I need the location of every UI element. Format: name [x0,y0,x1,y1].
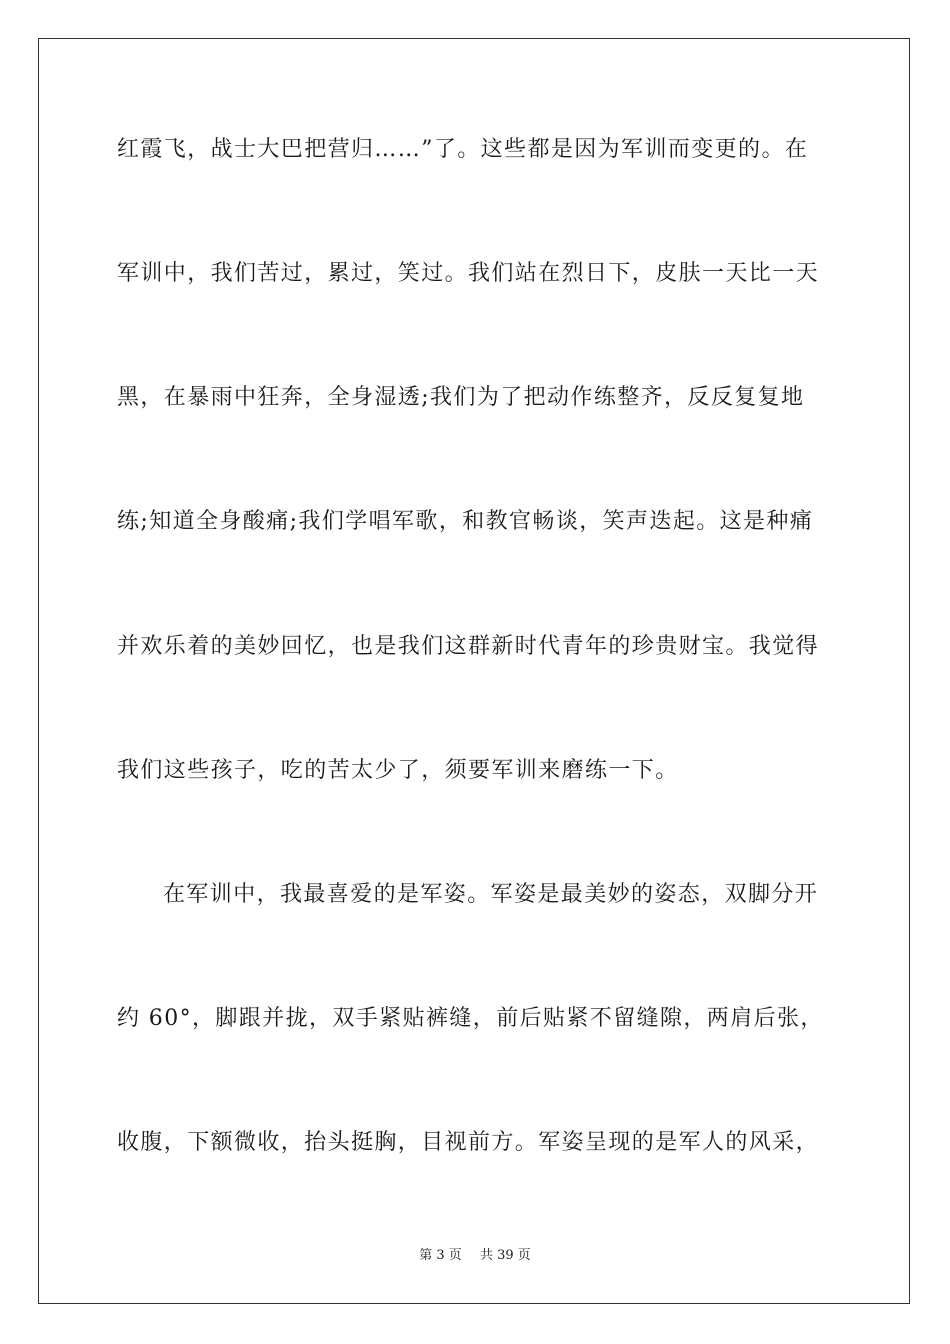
text-line-5: 并欢乐着的美妙回忆，也是我们这群新时代青年的珍贵财宝。我觉得 [117,634,820,659]
text-line-2: 军训中，我们苦过，累过，笑过。我们站在烈日下，皮肤一天比一天 [117,261,820,286]
text-line-4: 练;知道全身酸痛;我们学唱军歌，和教官畅谈，笑声迭起。这是种痛 [117,509,814,534]
total-pages: 共 39 页 [479,1248,531,1263]
page-footer [0,1247,950,1265]
text-line-8: 约 60°，脚跟并拢，双手紧贴裤缝，前后贴紧不留缝隙，两肩后张， [117,1006,824,1031]
text-line-6: 我们这些孩子，吃的苦太少了，须要军训来磨练一下。 [117,758,679,783]
text-line-1: 红霞飞，战士大巴把营归……”了。这些都是因为军训而变更的。在 [117,137,809,162]
text-line-9: 收腹，下额微收，抬头挺胸，目视前方。军姿呈现的是军人的风采， [117,1130,820,1155]
text-line-3: 黑，在暴雨中狂奔，全身湿透;我们为了把动作练整齐，反反复复地 [117,385,805,410]
page-border [38,38,910,1304]
page-number: 第 3 页 [419,1248,462,1263]
text-line-7-paragraph-start: 在军训中，我最喜爱的是军姿。军姿是最美妙的姿态，双脚分开 [163,882,819,907]
